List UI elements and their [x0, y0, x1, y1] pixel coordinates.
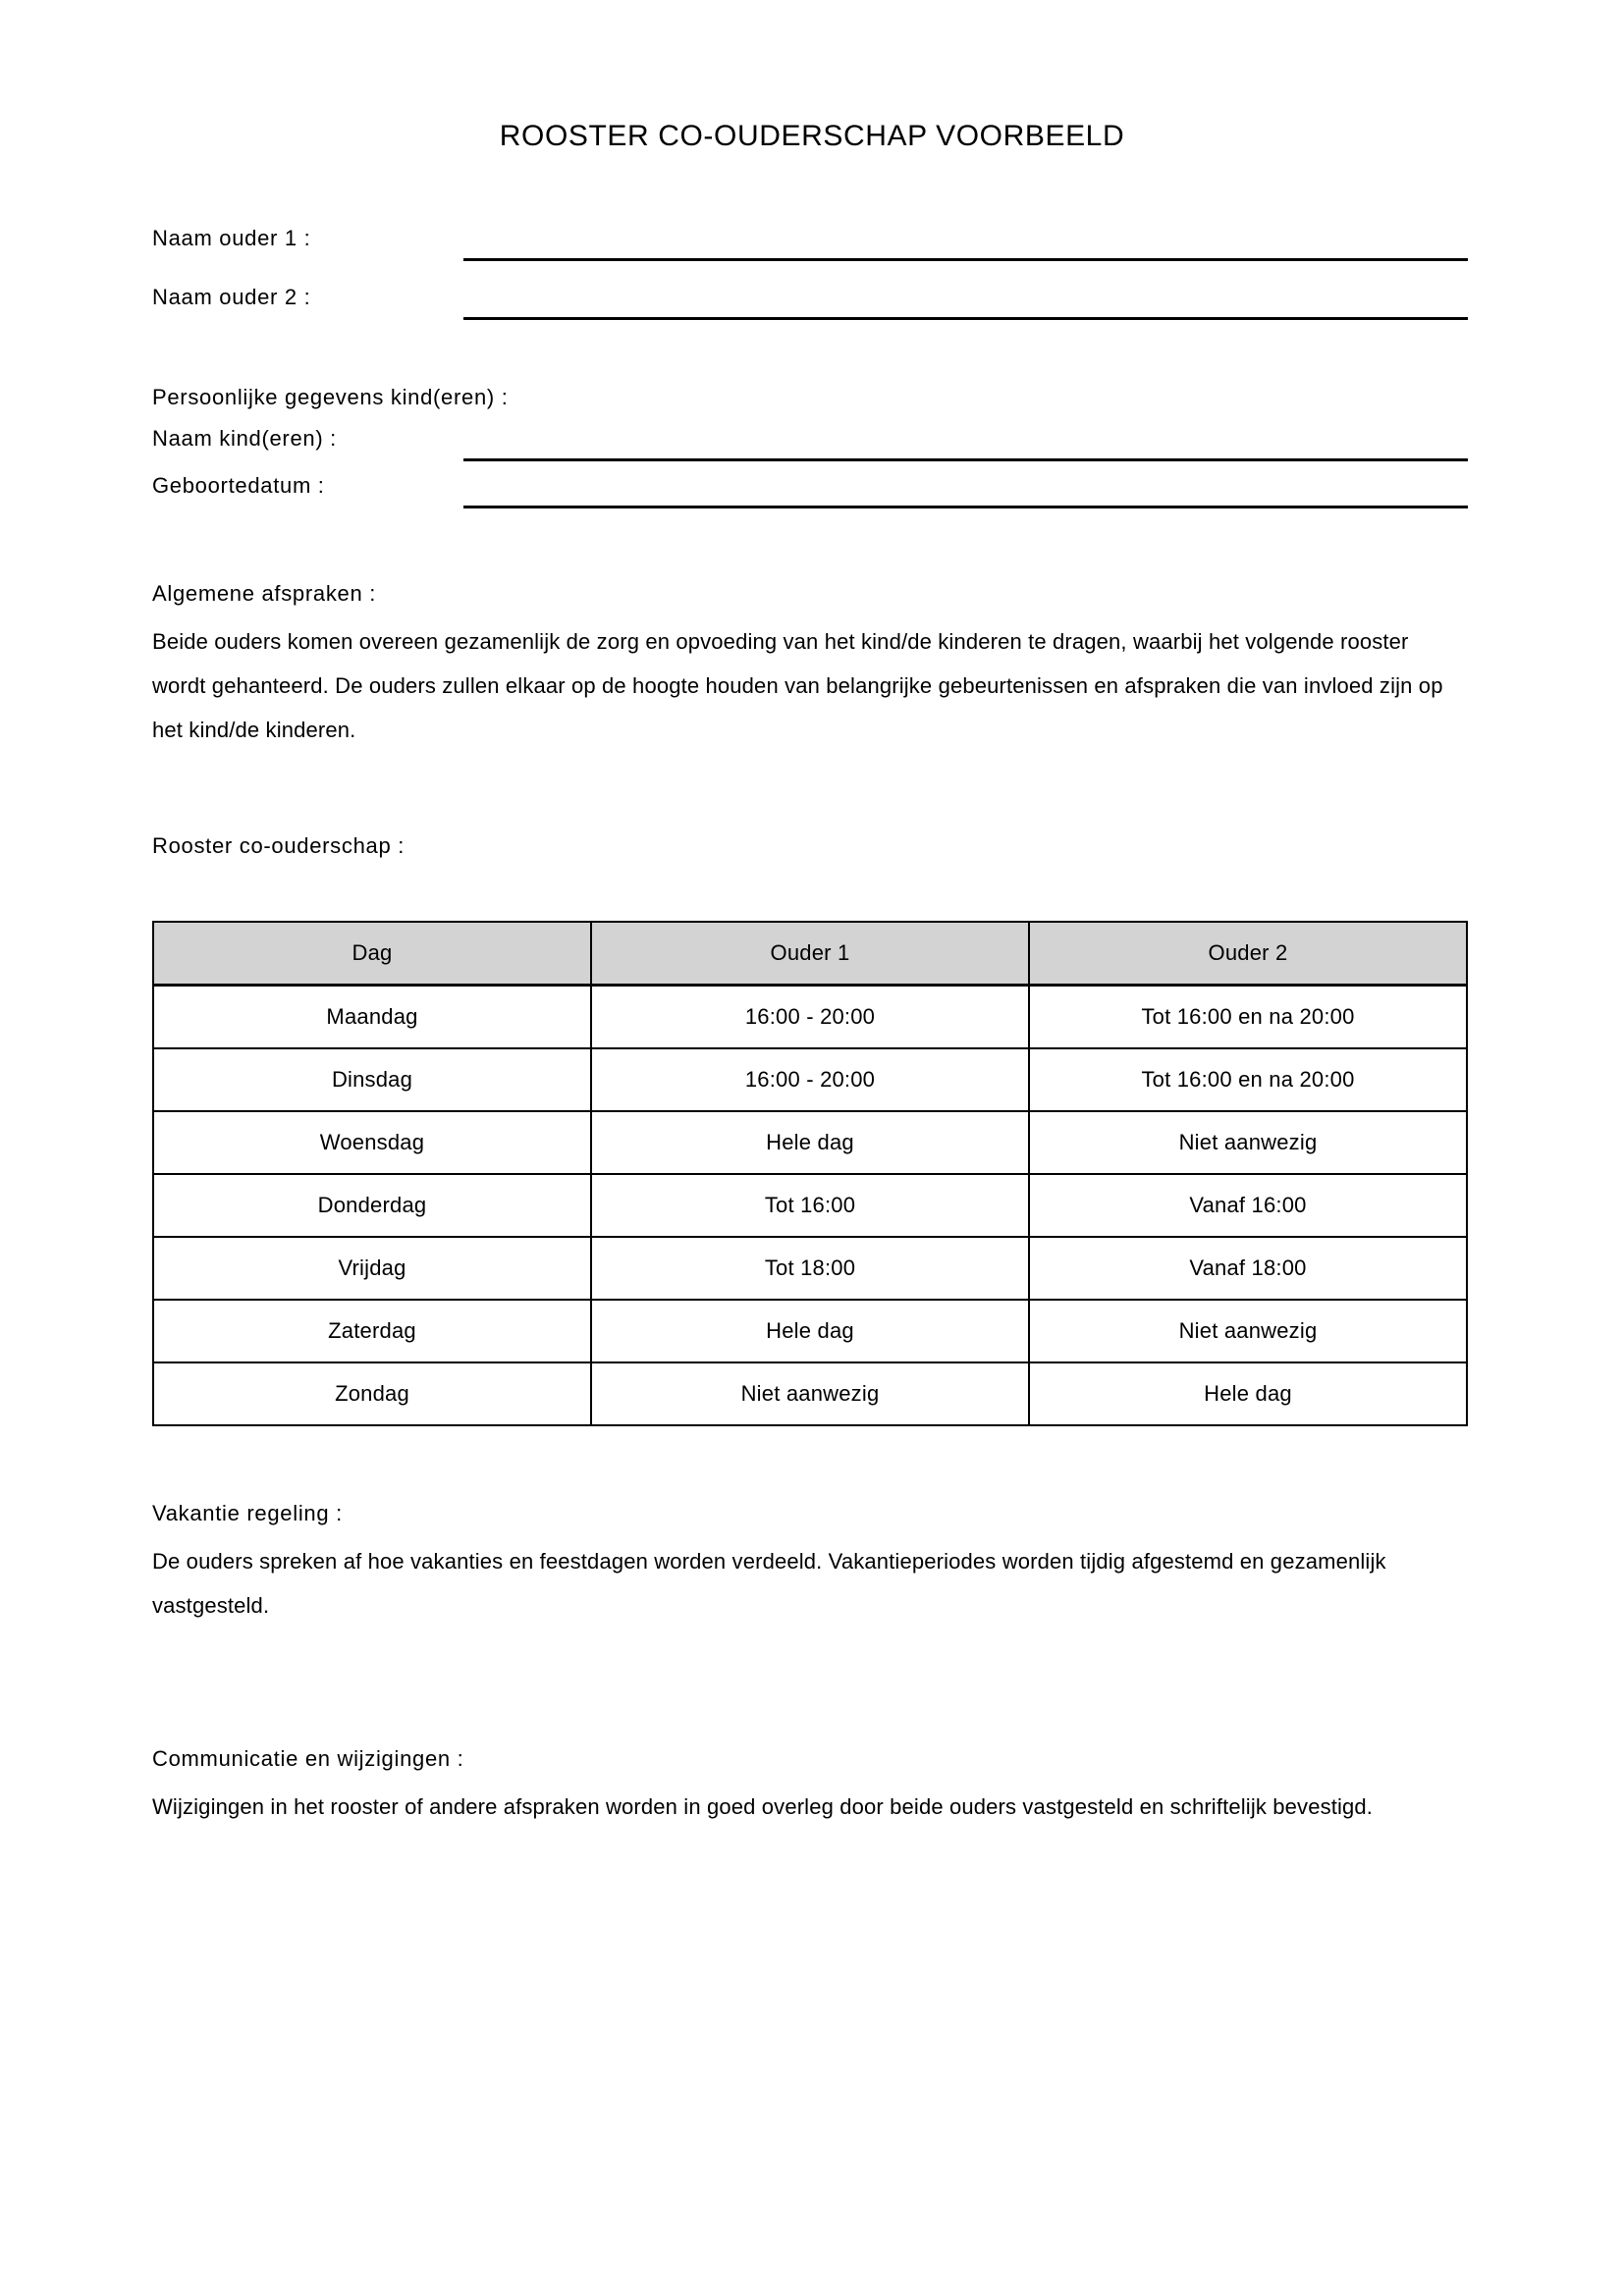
schedule-table-head [153, 922, 1467, 986]
table-row [153, 1048, 1467, 1111]
cell-ouder-1: Niet aanwezig [591, 1362, 1029, 1425]
cell-ouder-2: Vanaf 18:00 [1029, 1237, 1467, 1300]
general-agreements-heading: Algemene afspraken : [152, 581, 377, 606]
communication-section [152, 1742, 1468, 1829]
communication-heading: Communicatie en wijzigingen : [152, 1746, 464, 1771]
communication-body: Wijzigingen in het rooster of andere afspraken worden in goed overleg door beide ouders vastgesteld en schriftelijk bevestigd. [152, 1794, 1374, 1819]
child-details-section [152, 381, 1468, 516]
form-row-parent-2 [152, 285, 1468, 328]
cell-day: Zaterdag [153, 1300, 591, 1362]
cell-ouder-1: Hele dag [591, 1300, 1029, 1362]
page-title: ROOSTER CO-OUDERSCHAP VOORBEELD [499, 120, 1125, 152]
child-name-label: Naam kind(eren) : [152, 426, 337, 451]
vacation-body: De ouders spreken af hoe vakanties en feestdagen worden verdeeld. Vakantieperiodes worden tijdig afgestemd en gezamenlijk vastgesteld. [152, 1549, 1386, 1618]
form-row-child-birthdate [152, 473, 1468, 516]
cell-day: Woensdag [153, 1111, 591, 1174]
cell-ouder-2: Vanaf 16:00 [1029, 1174, 1467, 1237]
schedule-table-wrap [152, 921, 1468, 1426]
cell-day: Vrijdag [153, 1237, 591, 1300]
cell-ouder-1: Tot 18:00 [591, 1237, 1029, 1300]
vacation-section [152, 1497, 1468, 1628]
column-header-dag: Dag [153, 922, 591, 986]
parent-1-label: Naam ouder 1 : [152, 226, 311, 250]
general-agreements-section [152, 577, 1468, 752]
cell-ouder-2: Tot 16:00 en na 20:00 [1029, 986, 1467, 1049]
cell-ouder-2: Tot 16:00 en na 20:00 [1029, 1048, 1467, 1111]
parent-1-input-rule[interactable] [463, 258, 1468, 261]
table-row [153, 1300, 1467, 1362]
cell-ouder-2: Niet aanwezig [1029, 1111, 1467, 1174]
table-row [153, 986, 1467, 1049]
cell-day: Zondag [153, 1362, 591, 1425]
vacation-heading: Vakantie regeling : [152, 1501, 343, 1525]
form-row-parent-1 [152, 226, 1468, 269]
column-header-ouder-2: Ouder 2 [1029, 922, 1467, 986]
table-row [153, 1111, 1467, 1174]
schedule-table-body [153, 986, 1467, 1426]
cell-ouder-2: Hele dag [1029, 1362, 1467, 1425]
schedule-heading: Rooster co-ouderschap : [152, 833, 406, 858]
parent-fields-section [152, 226, 1468, 328]
form-row-child-name [152, 426, 1468, 469]
cell-ouder-1: Tot 16:00 [591, 1174, 1029, 1237]
cell-ouder-2: Niet aanwezig [1029, 1300, 1467, 1362]
child-details-heading: Persoonlijke gegevens kind(eren) : [152, 385, 509, 409]
table-row [153, 1362, 1467, 1425]
table-header-row [153, 922, 1467, 986]
child-name-input-rule[interactable] [463, 458, 1468, 461]
general-agreements-body: Beide ouders komen overeen gezamenlijk de zorg en opvoeding van het kind/de kinderen te dragen, waarbij het volgende rooster wordt gehanteerd. De ouders zullen elkaar op de hoogte houden van belangrijke gebeurtenissen en afspraken die van invloed zijn op het kind/de kinderen. [152, 629, 1443, 742]
cell-day: Donderdag [153, 1174, 591, 1237]
cell-ouder-1: 16:00 - 20:00 [591, 1048, 1029, 1111]
cell-ouder-1: Hele dag [591, 1111, 1029, 1174]
column-header-ouder-1: Ouder 1 [591, 922, 1029, 986]
parent-2-input-rule[interactable] [463, 317, 1468, 320]
schedule-table [152, 921, 1468, 1426]
cell-ouder-1: 16:00 - 20:00 [591, 986, 1029, 1049]
schedule-heading-wrap [152, 829, 1468, 863]
table-row [153, 1174, 1467, 1237]
child-birthdate-input-rule[interactable] [463, 506, 1468, 508]
cell-day: Maandag [153, 986, 591, 1049]
table-row [153, 1237, 1467, 1300]
parent-2-label: Naam ouder 2 : [152, 285, 311, 309]
child-birthdate-label: Geboortedatum : [152, 473, 325, 498]
cell-day: Dinsdag [153, 1048, 591, 1111]
